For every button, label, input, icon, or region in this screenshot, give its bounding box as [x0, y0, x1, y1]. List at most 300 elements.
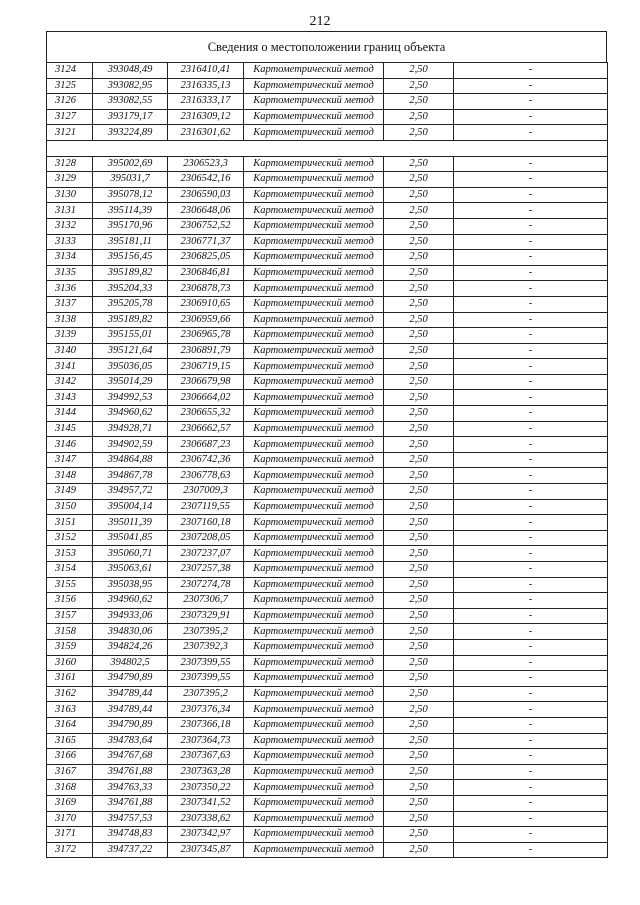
table-row — [47, 421, 608, 437]
determination-method-cell: Картометрический метод — [244, 374, 384, 390]
table-row — [47, 733, 608, 749]
coordinate-y-cell: 2307274,78 — [168, 577, 244, 593]
determination-method-cell: Картометрический метод — [244, 624, 384, 640]
coordinate-y-cell: 2306687,23 — [168, 437, 244, 453]
coordinate-x-cell: 395014,29 — [93, 374, 168, 390]
coordinate-y-cell: 2316333,17 — [168, 94, 244, 110]
coordinate-x-cell: 394757,53 — [93, 811, 168, 827]
determination-method-cell: Картометрический метод — [244, 296, 384, 312]
accuracy-value-cell: 2,50 — [384, 639, 454, 655]
accuracy-value-cell: 2,50 — [384, 608, 454, 624]
coordinate-y-cell: 2307342,97 — [168, 827, 244, 843]
accuracy-value-cell: 2,50 — [384, 686, 454, 702]
coordinate-y-cell: 2307341,52 — [168, 795, 244, 811]
determination-method-cell: Картометрический метод — [244, 265, 384, 281]
table-row — [47, 374, 608, 390]
table-row — [47, 562, 608, 578]
point-description-cell: - — [454, 374, 608, 390]
table-row — [47, 125, 608, 141]
coordinate-x-cell: 395181,11 — [93, 234, 168, 250]
coordinate-y-cell: 2306965,78 — [168, 328, 244, 344]
determination-method-cell: Картометрический метод — [244, 63, 384, 79]
determination-method-cell: Картометрический метод — [244, 655, 384, 671]
point-description-cell: - — [454, 218, 608, 234]
table-row — [47, 359, 608, 375]
accuracy-value-cell: 2,50 — [384, 499, 454, 515]
accuracy-value-cell: 2,50 — [384, 156, 454, 172]
coordinate-y-cell: 2307306,7 — [168, 593, 244, 609]
table-row — [47, 717, 608, 733]
point-description-cell: - — [454, 499, 608, 515]
accuracy-value-cell: 2,50 — [384, 452, 454, 468]
accuracy-value-cell: 2,50 — [384, 374, 454, 390]
coordinate-y-cell: 2316309,12 — [168, 109, 244, 125]
table-gap — [47, 140, 608, 156]
coordinate-x-cell: 394767,68 — [93, 749, 168, 765]
coordinate-y-cell: 2306959,66 — [168, 312, 244, 328]
table-row — [47, 795, 608, 811]
coordinate-x-cell: 395002,69 — [93, 156, 168, 172]
coordinate-y-cell: 2307399,55 — [168, 671, 244, 687]
accuracy-value-cell: 2,50 — [384, 468, 454, 484]
coordinate-y-cell: 2316410,41 — [168, 63, 244, 79]
point-description-cell: - — [454, 764, 608, 780]
point-number-cell: 3147 — [47, 452, 93, 468]
coordinate-x-cell: 394960,62 — [93, 406, 168, 422]
table-row — [47, 63, 608, 79]
coordinate-x-cell: 395170,96 — [93, 218, 168, 234]
point-number-cell: 3130 — [47, 187, 93, 203]
point-number-cell: 3128 — [47, 156, 93, 172]
coordinate-x-cell: 393082,95 — [93, 78, 168, 94]
point-number-cell: 3158 — [47, 624, 93, 640]
coordinate-y-cell: 2307376,34 — [168, 702, 244, 718]
page-number: 212 — [309, 14, 331, 29]
table-row — [47, 624, 608, 640]
group-separator-row — [47, 140, 608, 156]
coordinate-y-cell: 2306523,3 — [168, 156, 244, 172]
point-description-cell: - — [454, 109, 608, 125]
table-row — [47, 686, 608, 702]
point-description-cell: - — [454, 624, 608, 640]
accuracy-value-cell: 2,50 — [384, 811, 454, 827]
accuracy-value-cell: 2,50 — [384, 827, 454, 843]
coordinate-y-cell: 2306664,02 — [168, 390, 244, 406]
accuracy-value-cell: 2,50 — [384, 842, 454, 858]
point-description-cell: - — [454, 63, 608, 79]
point-description-cell: - — [454, 530, 608, 546]
determination-method-cell: Картометрический метод — [244, 250, 384, 266]
coordinate-x-cell: 395031,7 — [93, 172, 168, 188]
table-row — [47, 390, 608, 406]
point-description-cell: - — [454, 733, 608, 749]
point-description-cell: - — [454, 421, 608, 437]
coordinate-x-cell: 395121,64 — [93, 343, 168, 359]
coordinate-y-cell: 2306771,37 — [168, 234, 244, 250]
coordinate-y-cell: 2307395,2 — [168, 624, 244, 640]
determination-method-cell: Картометрический метод — [244, 203, 384, 219]
coordinate-y-cell: 2307257,38 — [168, 562, 244, 578]
accuracy-value-cell: 2,50 — [384, 296, 454, 312]
coordinate-x-cell: 394761,88 — [93, 764, 168, 780]
coordinate-x-cell: 394864,88 — [93, 452, 168, 468]
point-number-cell: 3126 — [47, 94, 93, 110]
accuracy-value-cell: 2,50 — [384, 795, 454, 811]
point-number-cell: 3169 — [47, 795, 93, 811]
point-description-cell: - — [454, 296, 608, 312]
point-number-cell: 3146 — [47, 437, 93, 453]
coordinate-x-cell: 395078,12 — [93, 187, 168, 203]
point-number-cell: 3150 — [47, 499, 93, 515]
accuracy-value-cell: 2,50 — [384, 717, 454, 733]
coordinate-x-cell: 394790,89 — [93, 671, 168, 687]
coordinate-y-cell: 2306655,32 — [168, 406, 244, 422]
point-number-cell: 3151 — [47, 515, 93, 531]
coordinate-y-cell: 2307329,91 — [168, 608, 244, 624]
table-row — [47, 203, 608, 219]
point-number-cell: 3142 — [47, 374, 93, 390]
table-row — [47, 671, 608, 687]
determination-method-cell: Картометрический метод — [244, 484, 384, 500]
coordinate-x-cell: 393082,55 — [93, 94, 168, 110]
point-description-cell: - — [454, 639, 608, 655]
coordinate-y-cell: 2307364,73 — [168, 733, 244, 749]
point-number-cell: 3153 — [47, 546, 93, 562]
table-row — [47, 94, 608, 110]
accuracy-value-cell: 2,50 — [384, 593, 454, 609]
accuracy-value-cell: 2,50 — [384, 78, 454, 94]
coordinate-x-cell: 393179,17 — [93, 109, 168, 125]
accuracy-value-cell: 2,50 — [384, 359, 454, 375]
point-number-cell: 3145 — [47, 421, 93, 437]
point-number-cell: 3160 — [47, 655, 93, 671]
coordinate-y-cell: 2307119,55 — [168, 499, 244, 515]
point-number-cell: 3152 — [47, 530, 93, 546]
determination-method-cell: Картометрический метод — [244, 811, 384, 827]
coordinate-x-cell: 394933,06 — [93, 608, 168, 624]
accuracy-value-cell: 2,50 — [384, 343, 454, 359]
coordinate-x-cell: 395155,01 — [93, 328, 168, 344]
point-description-cell: - — [454, 281, 608, 297]
coordinate-y-cell: 2307350,22 — [168, 780, 244, 796]
point-description-cell: - — [454, 390, 608, 406]
point-description-cell: - — [454, 250, 608, 266]
determination-method-cell: Картометрический метод — [244, 827, 384, 843]
point-number-cell: 3127 — [47, 109, 93, 125]
determination-method-cell: Картометрический метод — [244, 780, 384, 796]
accuracy-value-cell: 2,50 — [384, 172, 454, 188]
point-description-cell: - — [454, 842, 608, 858]
determination-method-cell: Картометрический метод — [244, 343, 384, 359]
table-row — [47, 452, 608, 468]
coordinate-y-cell: 2306590,03 — [168, 187, 244, 203]
coordinate-y-cell: 2307160,18 — [168, 515, 244, 531]
table-row — [47, 749, 608, 765]
point-number-cell: 3168 — [47, 780, 93, 796]
determination-method-cell: Картометрический метод — [244, 312, 384, 328]
point-description-cell: - — [454, 546, 608, 562]
accuracy-value-cell: 2,50 — [384, 577, 454, 593]
point-number-cell: 3163 — [47, 702, 93, 718]
coordinate-y-cell: 2307367,63 — [168, 749, 244, 765]
point-description-cell: - — [454, 437, 608, 453]
point-number-cell: 3162 — [47, 686, 93, 702]
coordinate-x-cell: 394763,33 — [93, 780, 168, 796]
point-number-cell: 3170 — [47, 811, 93, 827]
coordinate-x-cell: 395038,95 — [93, 577, 168, 593]
coordinate-y-cell: 2307363,28 — [168, 764, 244, 780]
point-number-cell: 3140 — [47, 343, 93, 359]
accuracy-value-cell: 2,50 — [384, 702, 454, 718]
point-number-cell: 3172 — [47, 842, 93, 858]
coordinate-y-cell: 2306752,52 — [168, 218, 244, 234]
coordinate-x-cell: 394957,72 — [93, 484, 168, 500]
table-row — [47, 343, 608, 359]
coordinate-x-cell: 395204,33 — [93, 281, 168, 297]
coordinate-y-cell: 2316301,62 — [168, 125, 244, 141]
accuracy-value-cell: 2,50 — [384, 390, 454, 406]
coordinate-x-cell: 394761,88 — [93, 795, 168, 811]
coordinate-x-cell: 394790,89 — [93, 717, 168, 733]
accuracy-value-cell: 2,50 — [384, 218, 454, 234]
point-number-cell: 3154 — [47, 562, 93, 578]
determination-method-cell: Картометрический метод — [244, 437, 384, 453]
point-description-cell: - — [454, 359, 608, 375]
table-row — [47, 296, 608, 312]
point-number-cell: 3161 — [47, 671, 93, 687]
point-description-cell: - — [454, 515, 608, 531]
coordinate-y-cell: 2307009,3 — [168, 484, 244, 500]
table-row — [47, 499, 608, 515]
point-number-cell: 3164 — [47, 717, 93, 733]
determination-method-cell: Картометрический метод — [244, 281, 384, 297]
coordinate-x-cell: 395189,82 — [93, 265, 168, 281]
point-number-cell: 3165 — [47, 733, 93, 749]
coordinate-y-cell: 2306662,57 — [168, 421, 244, 437]
coordinate-y-cell: 2307366,18 — [168, 717, 244, 733]
accuracy-value-cell: 2,50 — [384, 515, 454, 531]
determination-method-cell: Картометрический метод — [244, 686, 384, 702]
accuracy-value-cell: 2,50 — [384, 484, 454, 500]
coordinate-x-cell: 394867,78 — [93, 468, 168, 484]
point-description-cell: - — [454, 686, 608, 702]
point-number-cell: 3131 — [47, 203, 93, 219]
point-number-cell: 3148 — [47, 468, 93, 484]
point-description-cell: - — [454, 608, 608, 624]
table-title: Сведения о местоположении границ объекта — [46, 31, 607, 62]
accuracy-value-cell: 2,50 — [384, 234, 454, 250]
boundary-sheet — [46, 31, 607, 858]
coordinate-y-cell: 2306742,36 — [168, 452, 244, 468]
point-description-cell: - — [454, 234, 608, 250]
coordinate-y-cell: 2306825,05 — [168, 250, 244, 266]
point-description-cell: - — [454, 78, 608, 94]
point-number-cell: 3133 — [47, 234, 93, 250]
accuracy-value-cell: 2,50 — [384, 421, 454, 437]
table-row — [47, 780, 608, 796]
determination-method-cell: Картометрический метод — [244, 749, 384, 765]
point-description-cell: - — [454, 484, 608, 500]
coordinate-y-cell: 2316335,13 — [168, 78, 244, 94]
table-row — [47, 437, 608, 453]
point-description-cell: - — [454, 94, 608, 110]
point-number-cell: 3137 — [47, 296, 93, 312]
accuracy-value-cell: 2,50 — [384, 437, 454, 453]
determination-method-cell: Картометрический метод — [244, 390, 384, 406]
determination-method-cell: Картометрический метод — [244, 546, 384, 562]
coordinate-x-cell: 395063,61 — [93, 562, 168, 578]
accuracy-value-cell: 2,50 — [384, 655, 454, 671]
determination-method-cell: Картометрический метод — [244, 187, 384, 203]
coordinate-x-cell: 395114,39 — [93, 203, 168, 219]
point-description-cell: - — [454, 702, 608, 718]
accuracy-value-cell: 2,50 — [384, 63, 454, 79]
coordinate-y-cell: 2306542,16 — [168, 172, 244, 188]
table-row — [47, 639, 608, 655]
coordinate-x-cell: 394789,44 — [93, 686, 168, 702]
coordinate-y-cell: 2307338,62 — [168, 811, 244, 827]
point-description-cell: - — [454, 562, 608, 578]
accuracy-value-cell: 2,50 — [384, 203, 454, 219]
table-row — [47, 312, 608, 328]
accuracy-value-cell: 2,50 — [384, 328, 454, 344]
coordinate-x-cell: 394789,44 — [93, 702, 168, 718]
coordinate-x-cell: 394928,71 — [93, 421, 168, 437]
accuracy-value-cell: 2,50 — [384, 749, 454, 765]
point-description-cell: - — [454, 125, 608, 141]
coordinate-x-cell: 394992,53 — [93, 390, 168, 406]
determination-method-cell: Картометрический метод — [244, 530, 384, 546]
table-row — [47, 250, 608, 266]
determination-method-cell: Картометрический метод — [244, 842, 384, 858]
point-description-cell: - — [454, 156, 608, 172]
table-row — [47, 702, 608, 718]
table-row — [47, 109, 608, 125]
coordinate-y-cell: 2307399,55 — [168, 655, 244, 671]
point-number-cell: 3124 — [47, 63, 93, 79]
point-description-cell: - — [454, 406, 608, 422]
determination-method-cell: Картометрический метод — [244, 328, 384, 344]
point-description-cell: - — [454, 671, 608, 687]
coordinate-x-cell: 393048,49 — [93, 63, 168, 79]
coordinates-table — [46, 62, 608, 858]
coordinate-y-cell: 2306719,15 — [168, 359, 244, 375]
determination-method-cell: Картометрический метод — [244, 109, 384, 125]
point-description-cell: - — [454, 265, 608, 281]
accuracy-value-cell: 2,50 — [384, 764, 454, 780]
point-number-cell: 3129 — [47, 172, 93, 188]
determination-method-cell: Картометрический метод — [244, 702, 384, 718]
accuracy-value-cell: 2,50 — [384, 281, 454, 297]
determination-method-cell: Картометрический метод — [244, 172, 384, 188]
accuracy-value-cell: 2,50 — [384, 125, 454, 141]
point-description-cell: - — [454, 312, 608, 328]
coordinate-y-cell: 2307392,3 — [168, 639, 244, 655]
coordinate-x-cell: 394830,06 — [93, 624, 168, 640]
table-row — [47, 234, 608, 250]
table-row — [47, 530, 608, 546]
coordinate-x-cell: 394902,59 — [93, 437, 168, 453]
coordinate-x-cell: 395011,39 — [93, 515, 168, 531]
table-row — [47, 655, 608, 671]
point-description-cell: - — [454, 343, 608, 359]
table-row — [47, 546, 608, 562]
determination-method-cell: Картометрический метод — [244, 639, 384, 655]
accuracy-value-cell: 2,50 — [384, 94, 454, 110]
point-number-cell: 3134 — [47, 250, 93, 266]
determination-method-cell: Картометрический метод — [244, 608, 384, 624]
point-number-cell: 3139 — [47, 328, 93, 344]
determination-method-cell: Картометрический метод — [244, 218, 384, 234]
point-description-cell: - — [454, 452, 608, 468]
point-number-cell: 3121 — [47, 125, 93, 141]
coordinate-x-cell: 395041,85 — [93, 530, 168, 546]
group-separator-cell — [47, 140, 608, 156]
point-number-cell: 3144 — [47, 406, 93, 422]
point-number-cell: 3157 — [47, 608, 93, 624]
table-row — [47, 577, 608, 593]
table-row — [47, 406, 608, 422]
accuracy-value-cell: 2,50 — [384, 265, 454, 281]
accuracy-value-cell: 2,50 — [384, 733, 454, 749]
accuracy-value-cell: 2,50 — [384, 562, 454, 578]
coordinate-y-cell: 2306910,65 — [168, 296, 244, 312]
table-row — [47, 811, 608, 827]
point-number-cell: 3125 — [47, 78, 93, 94]
point-description-cell: - — [454, 468, 608, 484]
point-number-cell: 3166 — [47, 749, 93, 765]
point-description-cell: - — [454, 187, 608, 203]
point-description-cell: - — [454, 577, 608, 593]
determination-method-cell: Картометрический метод — [244, 671, 384, 687]
accuracy-value-cell: 2,50 — [384, 780, 454, 796]
coordinate-x-cell: 395189,82 — [93, 312, 168, 328]
determination-method-cell: Картометрический метод — [244, 452, 384, 468]
point-number-cell: 3143 — [47, 390, 93, 406]
point-number-cell: 3132 — [47, 218, 93, 234]
coordinate-x-cell: 395156,45 — [93, 250, 168, 266]
accuracy-value-cell: 2,50 — [384, 546, 454, 562]
determination-method-cell: Картометрический метод — [244, 406, 384, 422]
table-row — [47, 78, 608, 94]
determination-method-cell: Картометрический метод — [244, 733, 384, 749]
table-row — [47, 172, 608, 188]
coordinate-y-cell: 2306648,06 — [168, 203, 244, 219]
coordinate-x-cell: 394748,83 — [93, 827, 168, 843]
accuracy-value-cell: 2,50 — [384, 530, 454, 546]
determination-method-cell: Картометрический метод — [244, 515, 384, 531]
point-number-cell: 3136 — [47, 281, 93, 297]
coordinate-y-cell: 2306878,73 — [168, 281, 244, 297]
table-row — [47, 515, 608, 531]
table-row — [47, 156, 608, 172]
coordinate-y-cell: 2306679,98 — [168, 374, 244, 390]
determination-method-cell: Картометрический метод — [244, 577, 384, 593]
table-row — [47, 328, 608, 344]
determination-method-cell: Картометрический метод — [244, 499, 384, 515]
determination-method-cell: Картометрический метод — [244, 359, 384, 375]
coordinate-x-cell: 395004,14 — [93, 499, 168, 515]
coordinate-x-cell: 394824,26 — [93, 639, 168, 655]
accuracy-value-cell: 2,50 — [384, 109, 454, 125]
coordinate-y-cell: 2307237,07 — [168, 546, 244, 562]
determination-method-cell: Картометрический метод — [244, 593, 384, 609]
coordinate-y-cell: 2306846,81 — [168, 265, 244, 281]
table-row — [47, 265, 608, 281]
coordinate-x-cell: 395205,78 — [93, 296, 168, 312]
determination-method-cell: Картометрический метод — [244, 94, 384, 110]
point-description-cell: - — [454, 795, 608, 811]
